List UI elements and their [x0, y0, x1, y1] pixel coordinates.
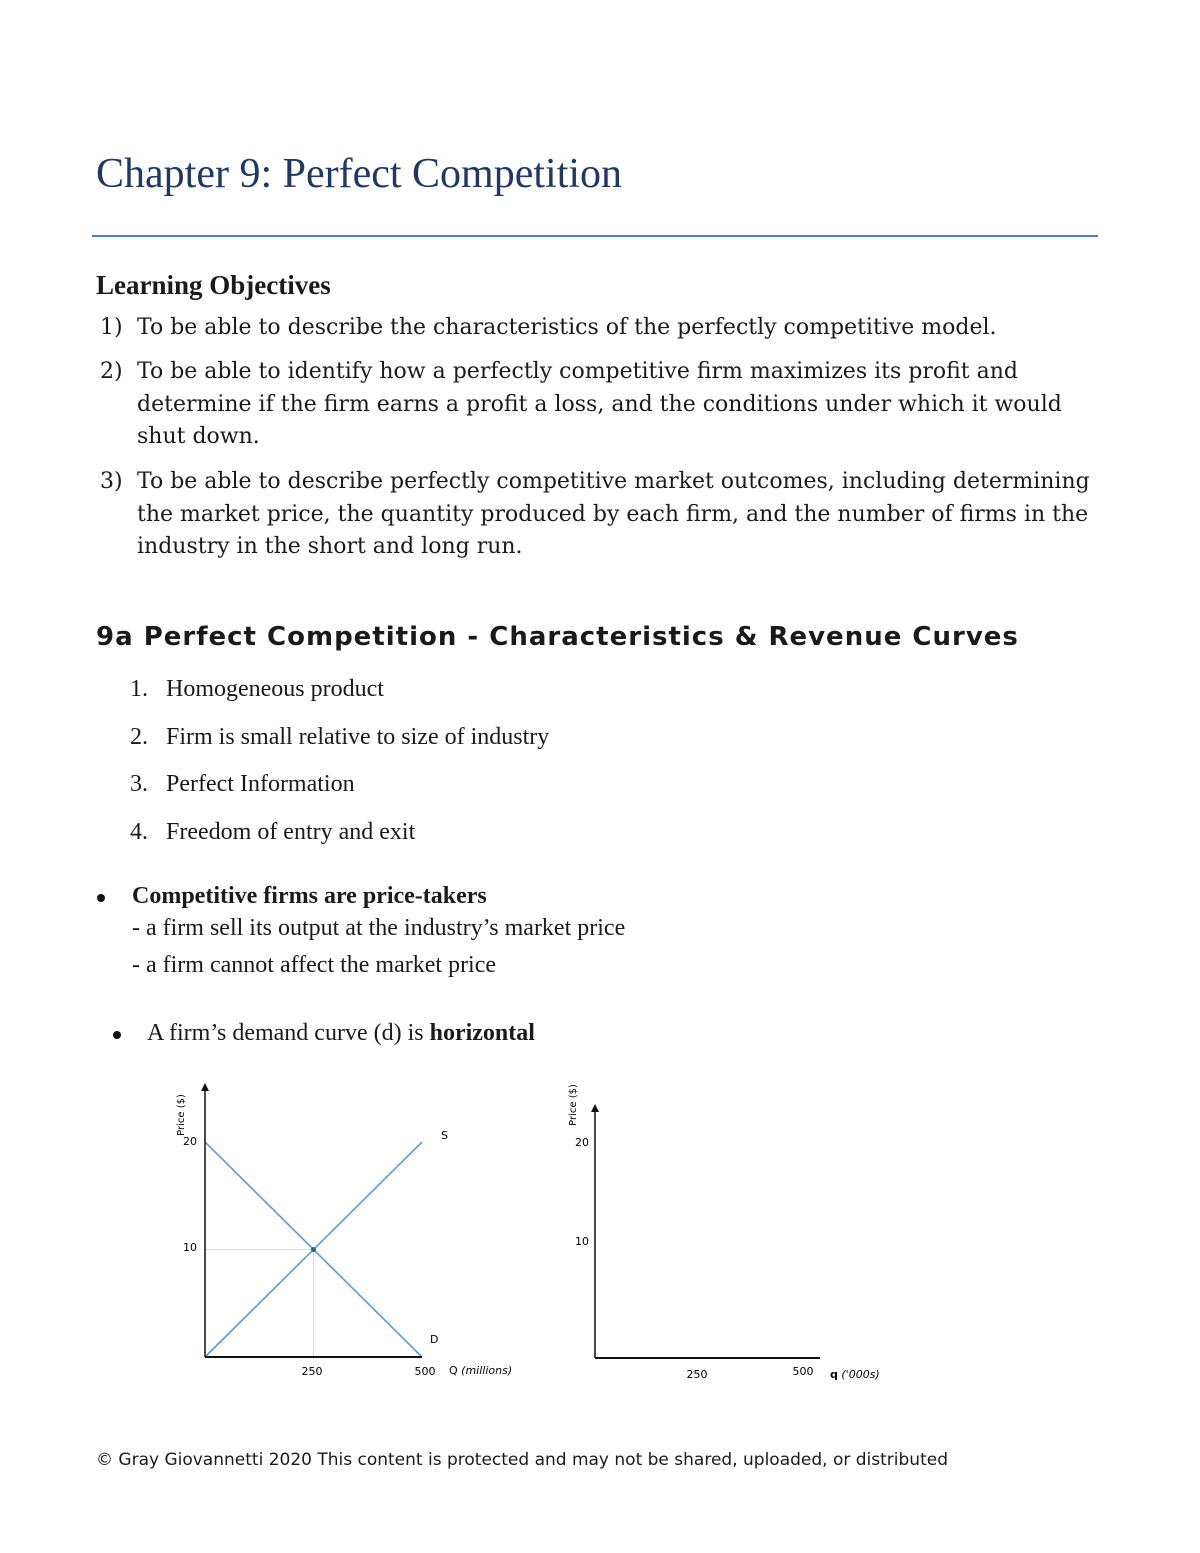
firm-chart	[550, 1075, 910, 1390]
x-tick-label: 500	[414, 1365, 436, 1378]
copyright-footer: © Gray Giovannetti 2020 This content is protected and may not be shared, uploaded, or distributed	[96, 1450, 949, 1470]
equilibrium-point	[311, 1247, 316, 1252]
bullet-text: A firm’s demand curve (d) is	[147, 1020, 430, 1046]
bullet-heading: Competitive firms are price-takers	[132, 883, 487, 909]
characteristic-text: Firm is small relative to size of industry	[166, 724, 550, 750]
x-axis-label	[830, 1368, 880, 1381]
x-axis-name: q	[830, 1368, 838, 1381]
x-axis-unit: ('000s)	[841, 1368, 880, 1381]
demand-curve-label: D	[430, 1333, 439, 1346]
market-chart	[150, 1075, 550, 1390]
y-tick-label: 20	[575, 1136, 589, 1149]
characteristic-text: Perfect Information	[166, 771, 355, 797]
bullet-icon	[97, 894, 105, 902]
demand-curve-bullet	[147, 1020, 535, 1047]
characteristic-text: Homogeneous product	[166, 676, 384, 702]
bullet-detail: - a firm cannot affect the market price	[132, 952, 497, 978]
objective-number: 3)	[100, 469, 123, 494]
bullet-icon	[113, 1031, 121, 1039]
characteristic-number: 2.	[130, 724, 148, 750]
objective-number: 2)	[100, 359, 123, 384]
objective-text: To be able to identify how a perfectly competitive firm maximizes its profit and determine if the firm earns a profit a loss, and the conditions under which it would shut down.	[137, 359, 1062, 449]
characteristic-text: Freedom of entry and exit	[166, 819, 416, 845]
objective-text: To be able to describe the characteristics of the perfectly competitive model.	[137, 315, 997, 340]
chapter-title: Chapter 9: Perfect Competition	[96, 151, 623, 197]
y-axis-label: Price ($)	[568, 1084, 579, 1126]
characteristic-number: 3.	[130, 771, 148, 797]
y-axis-arrow-icon	[591, 1104, 599, 1112]
x-tick-label: 250	[301, 1365, 323, 1378]
x-tick-label: 250	[686, 1368, 708, 1381]
characteristic-number: 4.	[130, 819, 148, 845]
x-axis-name: Q	[449, 1364, 458, 1377]
learning-objectives-heading: Learning Objectives	[96, 270, 331, 300]
y-tick-label: 10	[183, 1241, 197, 1254]
y-axis-arrow-icon	[201, 1083, 209, 1091]
section-heading: 9a Perfect Competition - Characteristics & Revenue Curves	[96, 622, 1019, 652]
objective-text: To be able to describe perfectly competitive market outcomes, including determining the market price, the quantity produced by each firm, and the number of firms in the industry in the short and long run.	[137, 469, 1090, 559]
supply-curve-label: S	[441, 1129, 448, 1142]
title-divider	[92, 235, 1098, 237]
x-axis-unit: (millions)	[461, 1364, 513, 1377]
characteristic-number: 1.	[130, 676, 148, 702]
x-axis-label	[449, 1364, 512, 1377]
y-axis-label: Price ($)	[176, 1094, 187, 1136]
bullet-emphasis: horizontal	[429, 1020, 535, 1046]
x-tick-label: 500	[792, 1365, 814, 1378]
y-tick-label: 10	[575, 1235, 589, 1248]
y-tick-label: 20	[183, 1135, 197, 1148]
objective-number: 1)	[100, 315, 123, 340]
bullet-detail: - a firm sell its output at the industry’s market price	[132, 915, 626, 941]
